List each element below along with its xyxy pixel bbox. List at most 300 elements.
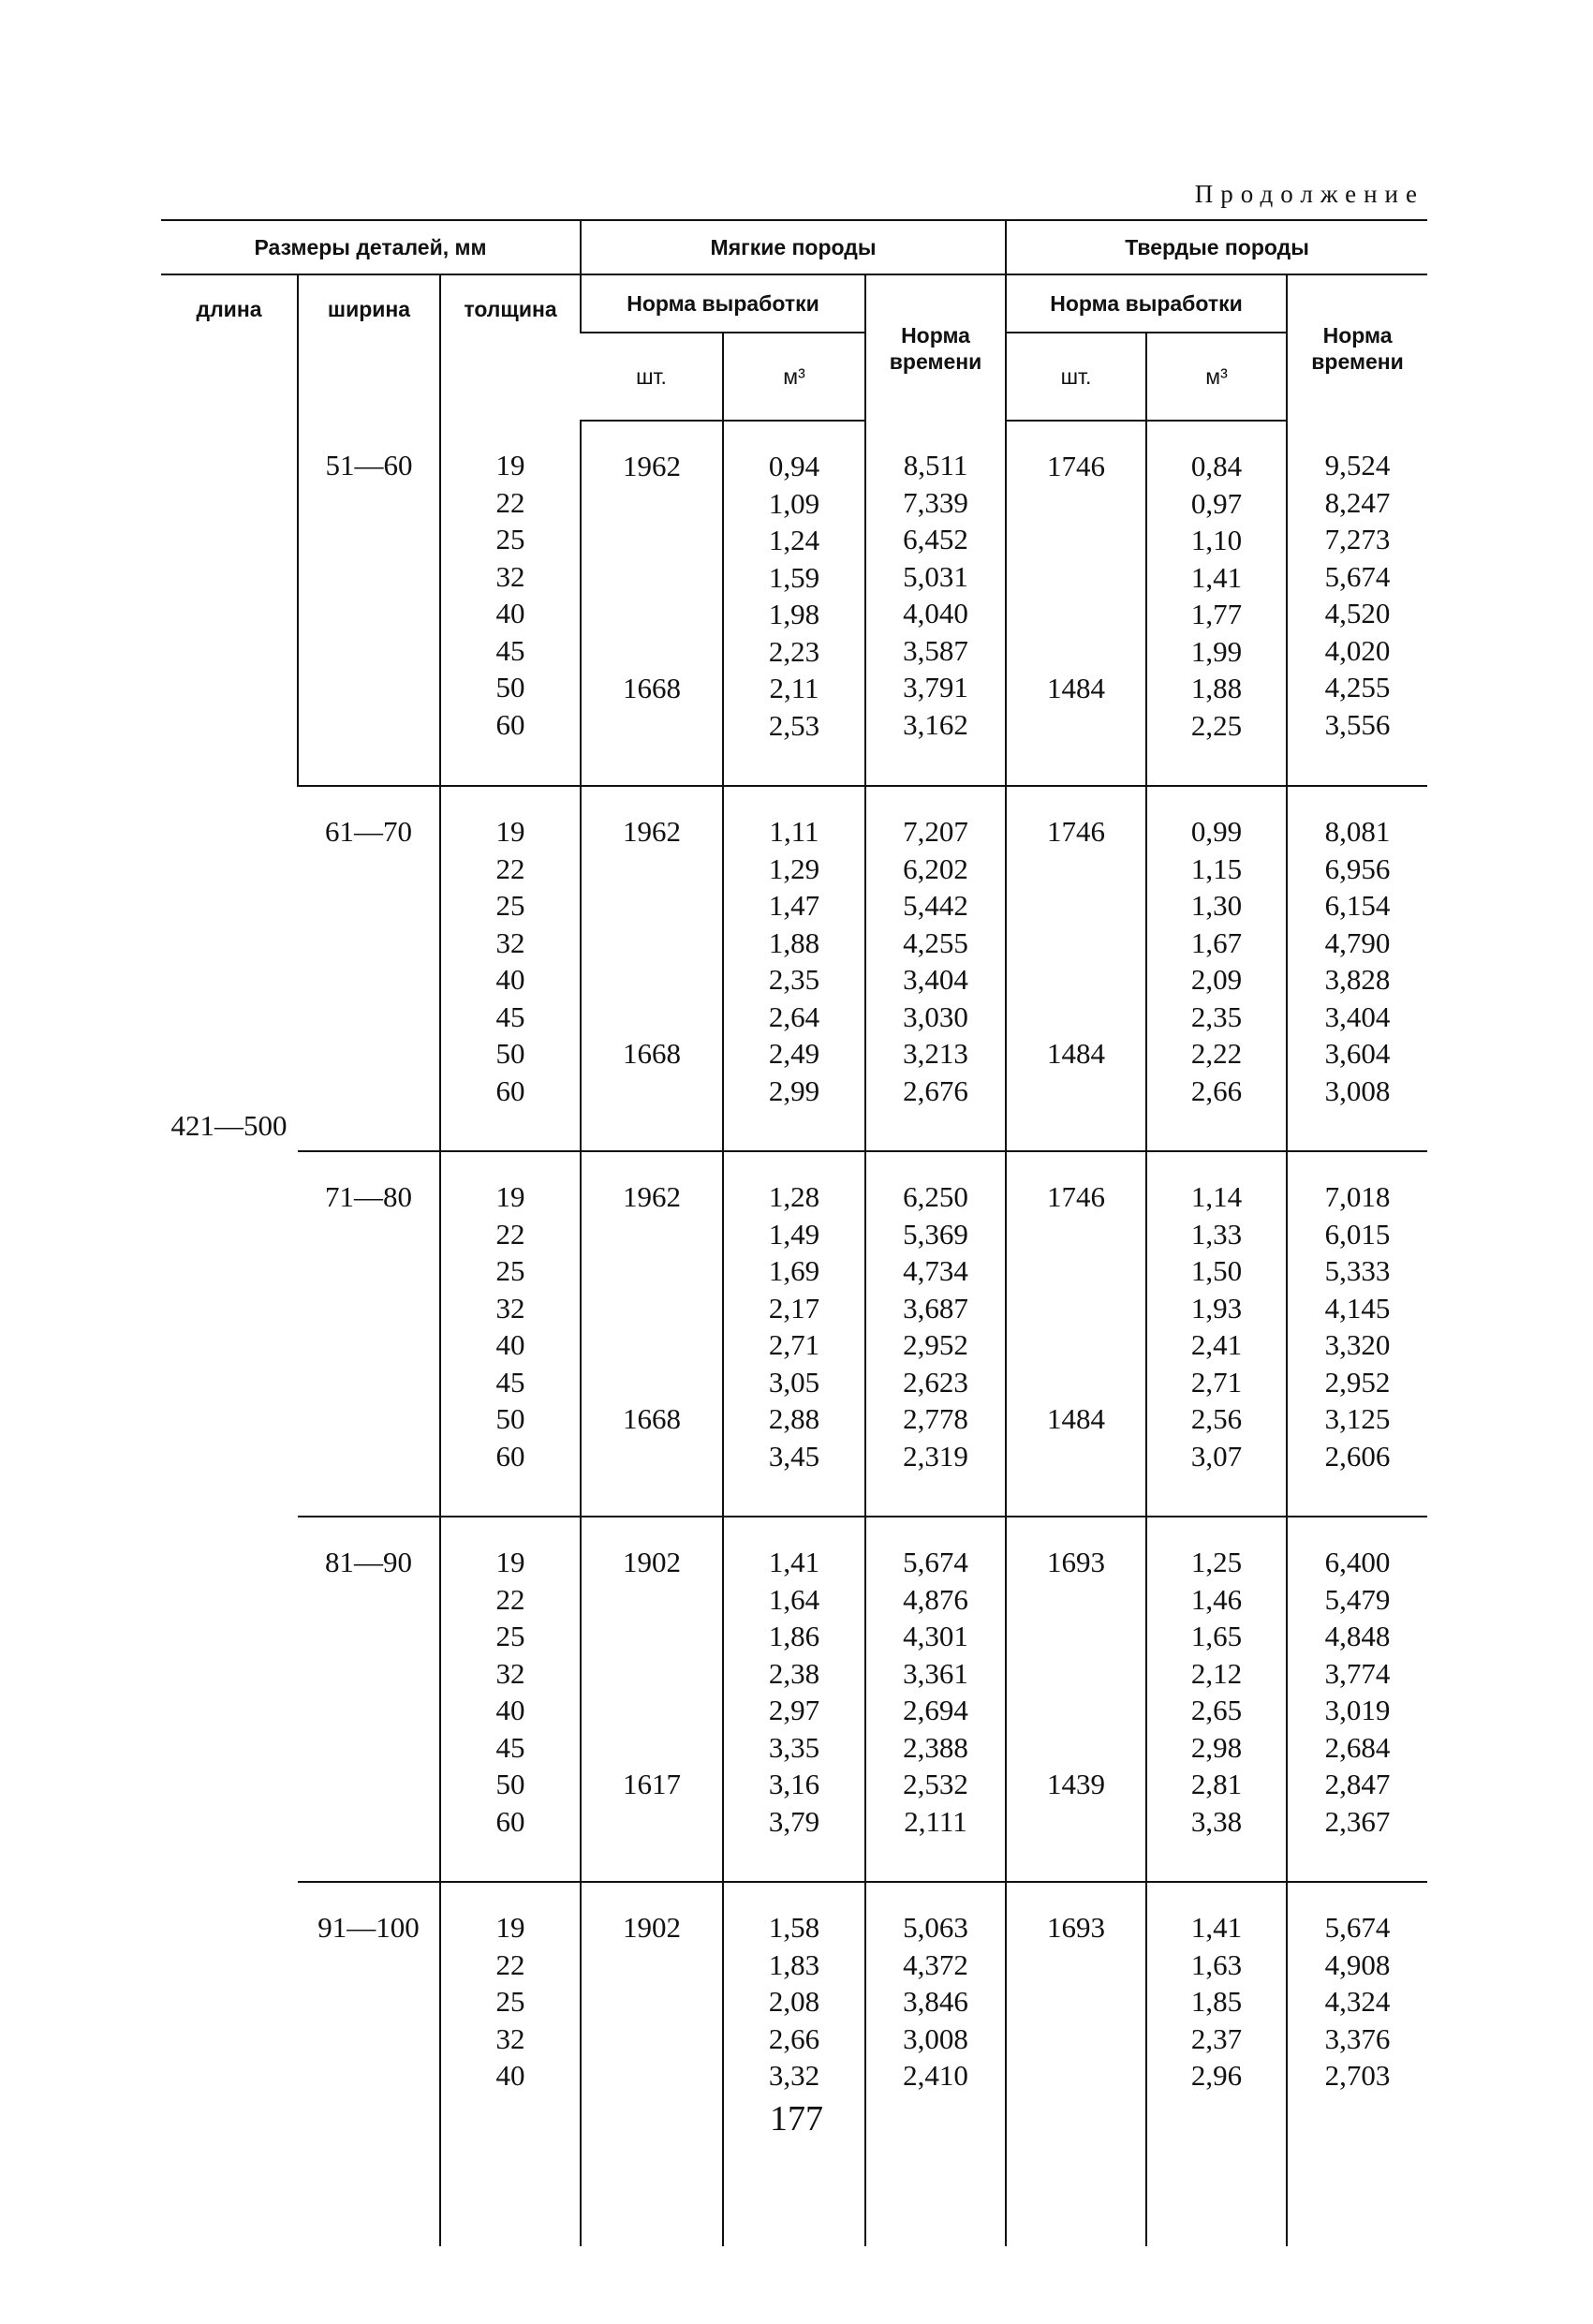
hard-m3-value: 2,22	[1190, 1037, 1243, 1070]
thickness-value: 50	[495, 1402, 525, 1435]
hard-time-value: 2,847	[1324, 1768, 1391, 1800]
soft-pcs-value	[582, 1252, 722, 1290]
hard-m3-value: 2,09	[1190, 963, 1243, 996]
soft-pcs-value	[582, 522, 722, 559]
soft-pcs-value	[582, 2021, 722, 2058]
length-value: 421—500	[170, 1108, 288, 1142]
thickness-value: 45	[495, 1730, 525, 1764]
soft-time-cell	[865, 1517, 1006, 1882]
hard-m3-value: 2,35	[1190, 999, 1243, 1033]
hard-pcs-value	[1007, 1947, 1145, 1984]
hard-time-value: 4,848	[1324, 1620, 1391, 1652]
hard-m3-cell	[1146, 1882, 1287, 2246]
hard-m3-value: 1,41	[1190, 1911, 1243, 1944]
hard-time-value: 3,774	[1324, 1656, 1391, 1690]
hard-m3-value: 1,15	[1190, 851, 1243, 885]
soft-time-value: 6,250	[903, 1180, 968, 1213]
hard-m3-value: 0,84	[1190, 450, 1243, 482]
soft-m3-value: 1,58	[768, 1911, 820, 1944]
hard-m3-value: 1,50	[1190, 1254, 1243, 1287]
hard-m3-value: 2,12	[1190, 1656, 1243, 1690]
continued-label: Продолжение	[1194, 180, 1424, 208]
hard-pcs-value: 1439	[1047, 1768, 1106, 1800]
soft-m3-value: 1,47	[768, 889, 820, 922]
hard-pcs-value	[1007, 1438, 1145, 1475]
soft-pcs-value	[582, 1803, 722, 1841]
width-value: 81—90	[325, 1546, 412, 1578]
soft-pcs-cell	[581, 1517, 723, 1882]
hard-pcs-value	[1007, 1581, 1145, 1619]
soft-time-value: 3,791	[903, 671, 968, 703]
norms-table	[161, 219, 1427, 2246]
soft-m3-cell	[723, 786, 865, 1151]
width-value: 51—60	[325, 449, 413, 481]
soft-time-value: 3,846	[903, 1985, 968, 2018]
hard-m3-value: 2,71	[1190, 1365, 1243, 1399]
soft-m3-value: 2,88	[768, 1402, 820, 1435]
hard-time-value: 3,404	[1324, 999, 1391, 1033]
thickness-value: 22	[495, 1217, 525, 1251]
soft-time-value: 4,876	[903, 1582, 968, 1616]
soft-pcs-value	[582, 961, 722, 999]
thickness-value: 19	[495, 1911, 525, 1944]
header-length: длина	[196, 297, 262, 321]
hard-time-value: 3,376	[1324, 2021, 1391, 2055]
hard-time-value: 3,008	[1324, 1073, 1391, 1107]
hard-m3-value: 1,41	[1190, 560, 1243, 594]
thickness-value: 45	[495, 633, 525, 667]
thickness-value: 32	[495, 925, 525, 959]
hard-pcs-value	[1007, 1655, 1145, 1693]
header-soft: Мягкие породы	[581, 220, 1006, 274]
soft-time-value: 3,213	[903, 1037, 968, 1070]
hard-pcs-value	[1007, 1073, 1145, 1110]
hard-time-value: 4,908	[1324, 1947, 1391, 1981]
table-row	[161, 421, 1427, 786]
soft-time-value: 6,452	[903, 523, 968, 555]
thickness-value: 25	[495, 1620, 525, 1652]
soft-m3-value: 2,38	[768, 1656, 820, 1690]
thickness-value: 60	[495, 1439, 525, 1473]
hard-pcs-value	[1007, 1252, 1145, 1290]
soft-pcs-value	[582, 1947, 722, 1984]
hard-time-value: 5,479	[1324, 1582, 1391, 1616]
hard-time-value: 4,145	[1324, 1291, 1391, 1325]
header-output-norm-soft: Норма выработки	[581, 274, 865, 333]
hard-m3-value: 2,25	[1190, 708, 1243, 742]
hard-time-value: 3,125	[1324, 1402, 1391, 1435]
soft-time-value: 2,319	[903, 1439, 968, 1473]
soft-pcs-value	[582, 1692, 722, 1729]
soft-m3-value: 3,32	[768, 2059, 820, 2092]
thickness-value: 60	[495, 1073, 525, 1107]
hard-m3-value: 0,97	[1190, 486, 1243, 520]
hard-pcs-value	[1007, 1326, 1145, 1364]
soft-time-value: 2,388	[903, 1730, 968, 1764]
thickness-value: 22	[495, 485, 525, 519]
soft-time-cell	[865, 786, 1006, 1151]
thickness-value: 40	[495, 1328, 525, 1361]
thickness-cell	[440, 1882, 581, 2246]
hard-m3-value: 3,38	[1190, 1804, 1243, 1838]
header-sizes: Размеры деталей, мм	[161, 220, 581, 274]
soft-m3-value: 1,24	[768, 524, 820, 556]
hard-time-value: 3,320	[1324, 1328, 1391, 1361]
hard-time-cell	[1287, 1517, 1427, 1882]
thickness-value: 25	[495, 889, 525, 922]
table-row	[161, 1151, 1427, 1517]
hard-pcs-value	[1007, 1729, 1145, 1767]
hard-m3-value: 2,56	[1190, 1402, 1243, 1435]
thickness-value: 19	[495, 1546, 525, 1578]
soft-time-value: 2,778	[903, 1402, 968, 1435]
hard-pcs-value	[1007, 1983, 1145, 2021]
hard-time-value: 2,684	[1324, 1730, 1391, 1764]
soft-pcs-cell	[581, 421, 723, 786]
soft-pcs-value	[582, 1618, 722, 1655]
soft-m3-value: 1,98	[768, 598, 820, 630]
soft-m3-value: 0,94	[768, 450, 820, 482]
hard-time-value: 5,674	[1324, 559, 1391, 593]
soft-m3-cell	[723, 1882, 865, 2246]
hard-pcs-value	[1007, 1290, 1145, 1327]
thickness-value: 22	[495, 1947, 525, 1981]
soft-m3-value: 1,41	[768, 1546, 820, 1578]
thickness-value: 45	[495, 999, 525, 1033]
header-width: ширина	[298, 274, 440, 421]
hard-m3-value: 1,85	[1190, 1985, 1243, 2018]
width-cell	[298, 1882, 440, 2246]
soft-time-value: 3,162	[903, 707, 968, 741]
soft-time-cell	[865, 421, 1006, 786]
soft-pcs-value	[582, 707, 722, 745]
hard-time-value: 7,018	[1324, 1180, 1391, 1213]
hard-m3-value: 1,65	[1190, 1620, 1243, 1652]
thickness-value: 19	[495, 815, 525, 848]
thickness-value: 25	[495, 523, 525, 555]
hard-pcs-value	[1007, 961, 1145, 999]
hard-time-cell	[1287, 1151, 1427, 1517]
soft-time-value: 3,404	[903, 963, 968, 996]
hard-pcs-cell	[1006, 1882, 1146, 2246]
thickness-value: 32	[495, 2021, 525, 2055]
table-body	[161, 421, 1427, 2246]
soft-m3-value: 2,49	[768, 1037, 820, 1070]
soft-time-value: 4,734	[903, 1254, 968, 1287]
header-output-norm-hard: Норма выработки	[1006, 274, 1287, 333]
soft-pcs-value	[582, 1581, 722, 1619]
header-m3-soft: м³	[723, 333, 865, 421]
soft-time-value: 5,031	[903, 559, 968, 593]
hard-pcs-value: 1484	[1047, 672, 1106, 704]
hard-time-value: 8,081	[1324, 815, 1391, 848]
hard-pcs-value	[1007, 522, 1145, 559]
soft-time-value: 8,511	[903, 449, 968, 481]
hard-m3-value: 1,77	[1190, 598, 1243, 630]
soft-m3-value: 1,59	[768, 560, 820, 594]
header-hard: Твердые породы	[1006, 220, 1427, 274]
hard-m3-value: 2,37	[1190, 2021, 1243, 2055]
width-value: 71—80	[325, 1180, 412, 1213]
soft-pcs-value	[582, 1216, 722, 1253]
hard-pcs-value	[1007, 596, 1145, 633]
thickness-cell	[440, 421, 581, 786]
hard-m3-value: 1,10	[1190, 524, 1243, 556]
soft-m3-value: 2,08	[768, 1985, 820, 2018]
soft-pcs-value: 1617	[623, 1768, 682, 1800]
soft-m3-value: 3,05	[768, 1365, 820, 1399]
soft-time-value: 4,040	[903, 597, 968, 629]
soft-time-value: 2,694	[903, 1694, 968, 1726]
hard-m3-cell	[1146, 786, 1287, 1151]
hard-pcs-value	[1007, 485, 1145, 523]
hard-time-cell	[1287, 421, 1427, 786]
width-cell	[298, 786, 440, 1151]
hard-pcs-value: 1484	[1047, 1402, 1106, 1435]
hard-pcs-cell	[1006, 1517, 1146, 1882]
thickness-value: 25	[495, 1254, 525, 1287]
length-cell	[161, 421, 298, 2246]
hard-pcs-value	[1007, 887, 1145, 925]
soft-pcs-value: 1668	[623, 672, 682, 704]
soft-m3-value: 1,86	[768, 1620, 820, 1652]
hard-time-value: 6,154	[1324, 889, 1391, 922]
hard-m3-value: 1,63	[1190, 1947, 1243, 1981]
soft-m3-value: 2,11	[769, 672, 819, 704]
header-time-norm-hard: Норма времени	[1287, 274, 1427, 421]
soft-pcs-value	[582, 559, 722, 597]
width-cell	[298, 1517, 440, 1882]
hard-m3-cell	[1146, 1151, 1287, 1517]
header-time-norm-soft: Норма времени	[865, 274, 1006, 421]
soft-m3-value: 2,97	[768, 1694, 820, 1726]
soft-pcs-value	[582, 485, 722, 523]
hard-m3-value: 2,65	[1190, 1694, 1243, 1726]
hard-time-value: 8,247	[1324, 485, 1391, 519]
width-cell	[298, 421, 440, 786]
hard-time-value: 3,019	[1324, 1694, 1391, 1726]
soft-pcs-value: 1962	[623, 450, 682, 482]
soft-pcs-value	[582, 999, 722, 1036]
hard-time-value: 5,674	[1324, 1911, 1391, 1944]
hard-m3-value: 2,66	[1190, 1073, 1243, 1107]
soft-m3-value: 2,66	[768, 2021, 820, 2055]
hard-m3-value: 2,41	[1190, 1328, 1243, 1361]
hard-pcs-value: 1693	[1047, 1911, 1106, 1944]
soft-time-cell	[865, 1882, 1006, 2246]
soft-m3-value: 2,64	[768, 999, 820, 1033]
soft-pcs-value	[582, 1438, 722, 1475]
thickness-value: 50	[495, 1768, 525, 1800]
hard-pcs-value: 1746	[1047, 1180, 1106, 1213]
header-pcs-hard: шт.	[1006, 333, 1146, 421]
soft-m3-value: 2,35	[768, 963, 820, 996]
thickness-value: 60	[495, 1804, 525, 1838]
soft-m3-cell	[723, 1517, 865, 1882]
soft-m3-value: 1,29	[768, 851, 820, 885]
soft-time-value: 6,202	[903, 851, 968, 885]
hard-pcs-cell	[1006, 421, 1146, 786]
soft-pcs-value	[582, 851, 722, 888]
soft-pcs-value	[582, 1326, 722, 1364]
soft-m3-value: 2,53	[768, 708, 820, 742]
table-row	[161, 1517, 1427, 1882]
hard-m3-value: 2,98	[1190, 1730, 1243, 1764]
soft-m3-value: 3,16	[768, 1768, 820, 1800]
hard-pcs-value	[1007, 1364, 1145, 1401]
soft-time-value: 2,111	[904, 1804, 967, 1838]
hard-time-value: 2,606	[1324, 1439, 1391, 1473]
hard-m3-value: 0,99	[1190, 815, 1243, 848]
soft-time-value: 5,442	[903, 889, 968, 922]
table-row	[161, 786, 1427, 1151]
thickness-value: 19	[495, 1180, 525, 1213]
table-row	[161, 1882, 1427, 2246]
thickness-cell	[440, 786, 581, 1151]
soft-m3-value: 1,64	[768, 1582, 820, 1616]
soft-time-value: 4,301	[903, 1620, 968, 1652]
soft-pcs-value: 1962	[623, 1180, 682, 1213]
thickness-value: 40	[495, 2059, 525, 2092]
hard-time-value: 3,604	[1324, 1037, 1391, 1070]
soft-pcs-value	[582, 2057, 722, 2095]
hard-time-value: 4,324	[1324, 1985, 1391, 2018]
soft-time-value: 2,952	[903, 1328, 968, 1361]
hard-pcs-value	[1007, 2057, 1145, 2095]
soft-m3-value: 2,71	[768, 1328, 820, 1361]
thickness-value: 60	[495, 707, 525, 741]
header-pcs-soft: шт.	[581, 333, 723, 421]
soft-time-value: 4,255	[903, 925, 968, 959]
thickness-value: 32	[495, 559, 525, 593]
hard-time-value: 9,524	[1324, 449, 1391, 481]
hard-pcs-value	[1007, 559, 1145, 597]
soft-m3-value: 3,35	[768, 1730, 820, 1764]
soft-time-value: 7,207	[903, 815, 968, 848]
hard-time-value: 3,556	[1324, 707, 1391, 741]
hard-time-value: 2,952	[1324, 1365, 1391, 1399]
soft-m3-cell	[723, 421, 865, 786]
thickness-value: 45	[495, 1365, 525, 1399]
hard-time-value: 4,520	[1324, 597, 1391, 629]
soft-pcs-cell	[581, 1151, 723, 1517]
soft-m3-value: 1,88	[768, 925, 820, 959]
hard-pcs-value: 1484	[1047, 1037, 1106, 1070]
hard-time-value: 5,333	[1324, 1254, 1391, 1287]
hard-pcs-value: 1693	[1047, 1546, 1106, 1578]
page-number: 177	[770, 2099, 823, 2139]
header-m3-hard: м³	[1146, 333, 1287, 421]
soft-time-value: 2,410	[903, 2059, 968, 2092]
soft-pcs-value	[582, 887, 722, 925]
hard-pcs-value	[1007, 1618, 1145, 1655]
soft-m3-value: 1,28	[768, 1180, 820, 1213]
hard-time-value: 3,828	[1324, 963, 1391, 996]
soft-m3-value: 2,99	[768, 1073, 820, 1107]
soft-m3-value: 2,23	[768, 634, 820, 668]
soft-m3-value: 3,79	[768, 1804, 820, 1838]
soft-time-value: 7,339	[903, 485, 968, 519]
soft-pcs-value	[582, 596, 722, 633]
soft-pcs-value: 1902	[623, 1911, 682, 1944]
hard-m3-value: 3,07	[1190, 1439, 1243, 1473]
hard-time-value: 2,367	[1324, 1804, 1391, 1838]
hard-m3-value: 1,46	[1190, 1582, 1243, 1616]
hard-time-value: 6,956	[1324, 851, 1391, 885]
soft-m3-cell	[723, 1151, 865, 1517]
soft-pcs-value: 1962	[623, 815, 682, 848]
soft-time-value: 5,369	[903, 1217, 968, 1251]
hard-m3-value: 1,67	[1190, 925, 1243, 959]
thickness-value: 19	[495, 449, 525, 481]
thickness-cell	[440, 1151, 581, 1517]
hard-pcs-value	[1007, 707, 1145, 745]
hard-m3-value: 2,96	[1190, 2059, 1243, 2092]
hard-m3-value: 2,81	[1190, 1768, 1243, 1800]
thickness-value: 22	[495, 1582, 525, 1616]
soft-m3-value: 1,83	[768, 1947, 820, 1981]
soft-time-value: 3,361	[903, 1656, 968, 1690]
hard-pcs-value	[1007, 1692, 1145, 1729]
hard-time-value: 6,015	[1324, 1217, 1391, 1251]
soft-m3-value: 1,11	[769, 815, 819, 848]
hard-pcs-value	[1007, 925, 1145, 962]
soft-m3-value: 1,09	[768, 486, 820, 520]
hard-pcs-value	[1007, 2021, 1145, 2058]
soft-pcs-value	[582, 633, 722, 671]
hard-time-cell	[1287, 786, 1427, 1151]
soft-m3-value: 1,49	[768, 1217, 820, 1251]
hard-m3-cell	[1146, 1517, 1287, 1882]
width-value: 61—70	[325, 815, 412, 848]
hard-pcs-value	[1007, 1216, 1145, 1253]
soft-pcs-cell	[581, 786, 723, 1151]
hard-time-cell	[1287, 1882, 1427, 2246]
width-value: 91—100	[317, 1911, 420, 1944]
soft-time-value: 3,587	[903, 633, 968, 667]
thickness-cell	[440, 1517, 581, 1882]
soft-pcs-value	[582, 925, 722, 962]
hard-time-value: 4,255	[1324, 671, 1391, 703]
hard-m3-cell	[1146, 421, 1287, 786]
hard-pcs-value	[1007, 633, 1145, 671]
soft-pcs-value	[582, 1983, 722, 2021]
width-cell	[298, 1151, 440, 1517]
hard-m3-value: 1,99	[1190, 634, 1243, 668]
thickness-value: 40	[495, 1694, 525, 1726]
soft-time-value: 5,063	[903, 1911, 968, 1944]
soft-time-value: 5,674	[903, 1546, 968, 1578]
hard-m3-value: 1,30	[1190, 889, 1243, 922]
hard-m3-value: 1,25	[1190, 1546, 1243, 1578]
soft-pcs-value: 1668	[623, 1037, 682, 1070]
header-thickness: толщина	[440, 274, 581, 421]
hard-m3-value: 1,14	[1190, 1180, 1243, 1213]
hard-m3-value: 1,33	[1190, 1217, 1243, 1251]
hard-time-value: 2,703	[1324, 2059, 1391, 2092]
hard-pcs-value	[1007, 851, 1145, 888]
soft-m3-value: 3,45	[768, 1439, 820, 1473]
soft-pcs-value: 1902	[623, 1546, 682, 1578]
hard-pcs-cell	[1006, 786, 1146, 1151]
hard-m3-value: 1,88	[1190, 672, 1243, 704]
thickness-value: 40	[495, 597, 525, 629]
thickness-value: 50	[495, 671, 525, 703]
soft-time-cell	[865, 1151, 1006, 1517]
soft-m3-value: 2,17	[768, 1291, 820, 1325]
soft-time-value: 4,372	[903, 1947, 968, 1981]
soft-pcs-value	[582, 1364, 722, 1401]
